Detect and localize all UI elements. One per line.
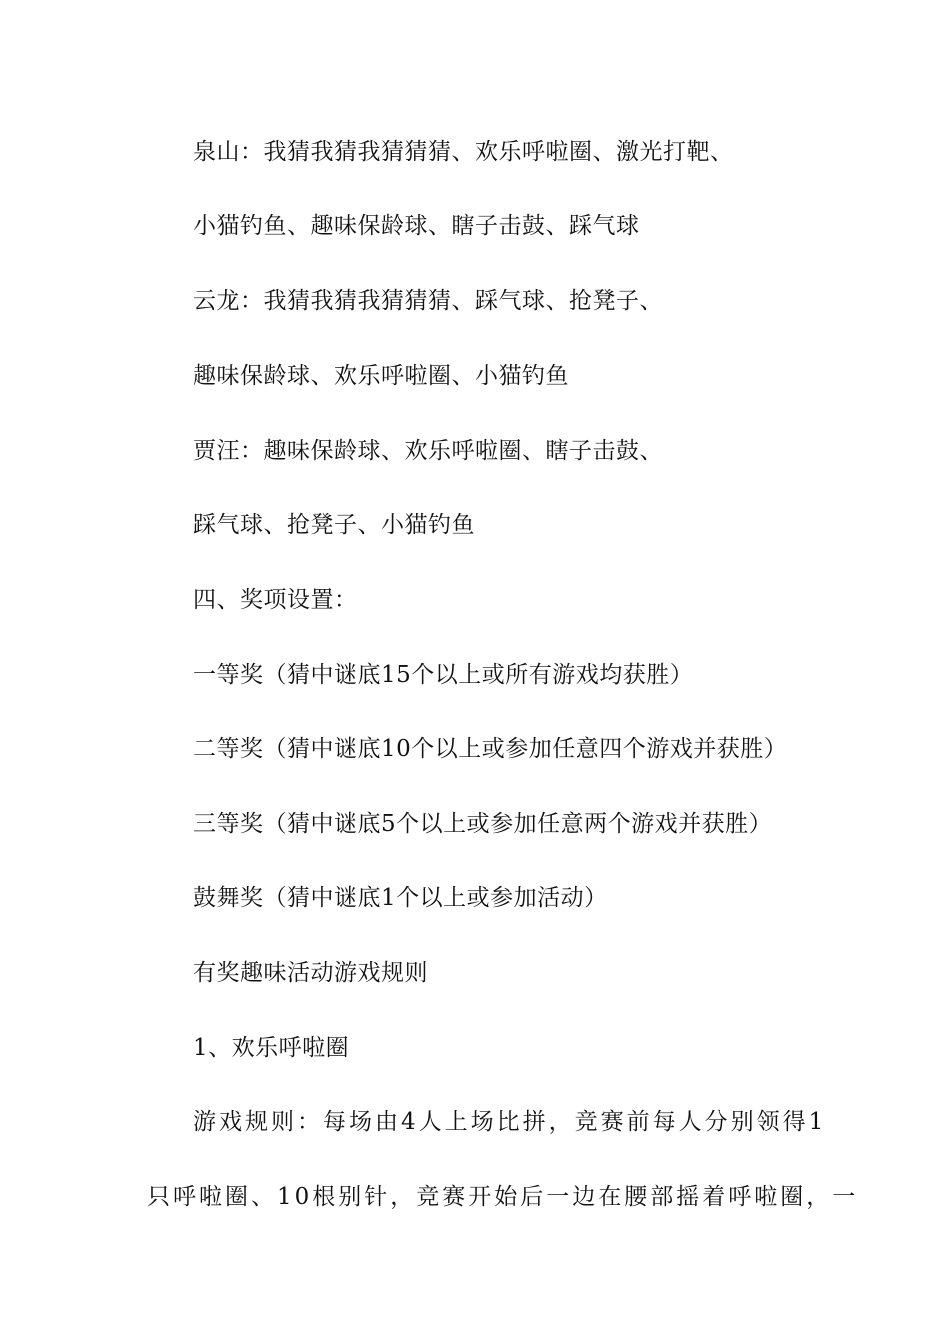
paragraph-line: 踩气球、抢凳子、小猫钓鱼 xyxy=(193,512,475,538)
section-heading: 四、奖项设置： xyxy=(193,587,358,613)
award-line: 二等奖（猜中谜底10个以上或参加任意四个游戏并获胜） xyxy=(193,736,788,762)
paragraph-line: 小猫钓鱼、趣味保龄球、瞎子击鼓、踩气球 xyxy=(193,213,640,239)
award-line: 鼓舞奖（猜中谜底1个以上或参加活动） xyxy=(193,885,608,911)
paragraph-line: 只呼啦圈、10根别针，竞赛开始后一边在腰部摇着呼啦圈，一 xyxy=(147,1184,859,1210)
paragraph-line: 趣味保龄球、欢乐呼啦圈、小猫钓鱼 xyxy=(193,363,569,389)
award-line: 一等奖（猜中谜底15个以上或所有游戏均获胜） xyxy=(193,662,694,688)
paragraph-line: 泉山：我猜我猜我猜猜猜、欢乐呼啦圈、激光打靶、 xyxy=(193,139,734,165)
paragraph-line: 游戏规则：每场由4人上场比拼，竞赛前每人分别领得1 xyxy=(193,1109,827,1135)
subsection-heading: 1、欢乐呼啦圈 xyxy=(193,1035,350,1061)
paragraph-line: 云龙：我猜我猜我猜猜猜、踩气球、抢凳子、 xyxy=(193,288,663,314)
award-line: 三等奖（猜中谜底5个以上或参加任意两个游戏并获胜） xyxy=(193,811,773,837)
section-heading: 有奖趣味活动游戏规则 xyxy=(193,960,428,986)
paragraph-line: 贾汪：趣味保龄球、欢乐呼啦圈、瞎子击鼓、 xyxy=(193,438,663,464)
